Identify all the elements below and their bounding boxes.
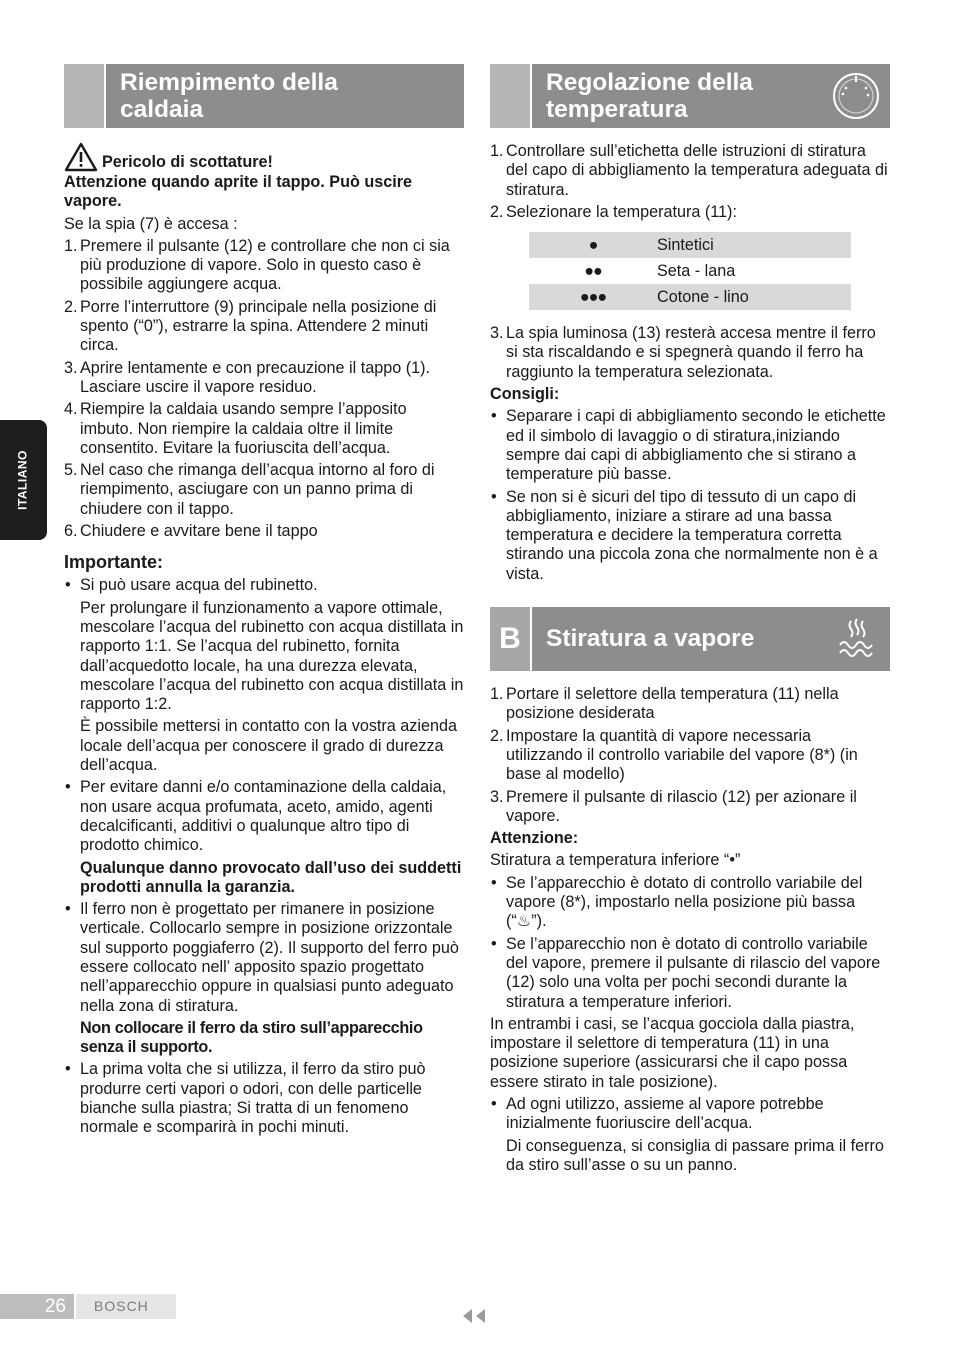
- paragraph: In entrambi i casi, se l’acqua gocciola dalla piastra, impostare il selettore di temperatura (11) in una posizione superiore (assicurarsi che il capo possa essere stirato in tale posizione).: [490, 1014, 855, 1091]
- table-row: ●●● Cotone - lino: [529, 284, 851, 310]
- list-item: • Ad ogni utilizzo, assieme al vapore potrebbe inizialmente fuoriuscire dell’acqua.: [491, 1094, 824, 1133]
- list-item: • Se l’apparecchio non è dotato di controllo variabile del vapore, premere il pulsante di rilascio del vapore (12) solo una volta per pochi secondi durante la stiratura a temperature inferiori.: [491, 934, 881, 1011]
- header-tab: [490, 64, 532, 128]
- warning-title: Pericolo di scottature!: [102, 152, 273, 171]
- brand-label: BOSCH: [76, 1294, 176, 1319]
- paragraph: Per prolungare il funzionamento a vapore ottimale, mescolare l’acqua del rubinetto con acqua distillata in rapporto 1:1. Se l’acqua del rubinetto, fornita dall’acquedotto locale, ha una durezza elevata, mescolare l’acqua del rubinetto con acqua distillata in rapporto 1:2.: [80, 598, 464, 714]
- list-item: • La prima volta che si utilizza, il ferro da stiro può produrre certi vapori o odori, con delle particelle bianche sulla piastra; Si tratta di un fenomeno normale e scomparirà in pochi minuti.: [65, 1060, 426, 1137]
- support-notice: Non collocare il ferro da stiro sull’apparecchio senza il supporto.: [80, 1018, 423, 1057]
- table-row: ● Sintetici: [529, 232, 851, 258]
- header-tab: [64, 64, 106, 128]
- steam-steps: [490, 685, 890, 826]
- warranty-notice: Qualunque danno provocato dall’uso dei suddetti prodotti annulla la garanzia.: [80, 858, 462, 896]
- table-row: ●● Seta - lana: [584, 261, 736, 280]
- steam-icon: [830, 613, 882, 665]
- section-header-filling: [64, 64, 464, 128]
- paragraph: Di conseguenza, si consiglia di passare prima il ferro da stiro sull’asse o su un panno.: [506, 1136, 884, 1174]
- list-item: 3. Aprire lentamente e con precauzione il tappo (1). Lasciare uscire il vapore residuo.: [64, 358, 431, 396]
- list-item: 3. La spia luminosa (13) resterà accesa mentre il ferro si sta riscaldando e si spegnerà quando il ferro ha raggiunto la temperatura selezionata.: [490, 324, 876, 381]
- section-header-temperature: [490, 64, 890, 128]
- list-item: • Se non si è sicuri del tipo di tessuto di un capo di abbigliamento, iniziare a stirare ad una bassa temperatura e decidere la temperatura corretta stirando una piccola zona che normalmente non è a vista.: [491, 487, 878, 583]
- warning-text: Attenzione quando aprite il tappo. Può uscire vapore.: [64, 173, 413, 211]
- list-item: 5. Nel caso che rimanga dell’acqua intorno al foro di riempimento, asciugare con un panno prima di chiudere con il tappo.: [64, 461, 435, 518]
- list-item: • Si può usare acqua del rubinetto.: [65, 576, 318, 595]
- page-number: 26: [0, 1294, 74, 1319]
- right-column: [490, 64, 890, 1178]
- tips-heading: Consigli:: [490, 385, 560, 404]
- language-label: ITALIANO: [15, 450, 30, 510]
- attention-line: Stiratura a temperatura inferiore “•”: [490, 851, 741, 870]
- list-item: • Il ferro non è progettato per rimanere in posizione verticale. Collocarlo sempre in posizione orizzontale sul supporto poggiaferro (2). Il supporto del ferro può essere collocato nell’ apposito spazio progettato nell’apparecchio oppure in qualsiasi punto adeguato nella zona di stiratura.: [65, 900, 459, 1015]
- attention-list-cont: [490, 1095, 890, 1134]
- section-title: Riempimento della caldaia: [120, 69, 338, 123]
- important-heading: Importante:: [64, 552, 163, 573]
- important-list-cont: [64, 1060, 464, 1137]
- language-side-tab: [0, 420, 47, 540]
- temperature-table: [529, 232, 851, 310]
- section-letter: B: [490, 607, 532, 671]
- list-item: • Se l’apparecchio è dotato di controllo variabile del vapore (8*), impostarlo nella posizione più bassa (“♨”).: [491, 873, 863, 931]
- list-item: 1. Portare il selettore della temperatura (11) nella posizione desiderata: [490, 685, 839, 723]
- important-list: [64, 576, 464, 595]
- section-header-steam: [490, 607, 890, 671]
- list-item: 2. Porre l’interruttore (9) principale nella posizione di spento (“0”), estrarre la spina. Attendere 2 minuti circa.: [64, 297, 437, 355]
- list-item: 6. Chiudere e avvitare bene il tappo: [64, 522, 318, 541]
- list-item: • Per evitare danni e/o contaminazione della caldaia, non usare acqua profumata, aceto, amido, agenti decalcificanti, additivi o qualunque altro tipo di prodotto chimico.: [65, 778, 447, 855]
- temperature-steps-cont: [490, 324, 890, 382]
- important-list-cont: [64, 900, 464, 1016]
- previous-page-icon[interactable]: [460, 1306, 490, 1326]
- left-column: [64, 64, 464, 1141]
- section-title: Regolazione della temperatura: [546, 69, 753, 123]
- list-item: 2. Selezionare la temperatura (11):: [490, 202, 737, 221]
- temperature-dial-icon: [830, 70, 882, 122]
- filling-steps: [64, 237, 464, 541]
- list-item: 4. Riempire la caldaia usando sempre l’apposito imbuto. Non riempire la caldaia oltre il limite consentito. Evitare la fuoriuscita dell’acqua.: [64, 400, 407, 457]
- important-list-cont: [64, 778, 464, 855]
- paragraph: È possibile mettersi in contatto con la vostra azienda locale dell’acqua per conoscere il grado di durezza dell’acqua.: [80, 717, 458, 775]
- section-title: Stiratura a vapore: [546, 625, 755, 653]
- tips-list: [490, 407, 890, 584]
- attention-heading: Attenzione:: [490, 829, 579, 848]
- temperature-steps: [490, 142, 890, 222]
- list-item: 3. Premere il pulsante di rilascio (12) per azionare il vapore.: [490, 787, 857, 825]
- intro-text: Se la spia (7) è accesa :: [64, 214, 238, 233]
- list-item: 1. Controllare sull’etichetta delle istruzioni di stiratura del capo di abbigliamento la temperatura adeguata di stiratura.: [490, 142, 888, 199]
- list-item: 1. Premere il pulsante (12) e controllare che non ci sia più produzione di vapore. Solo in questo caso è possibile aggiungere acqua.: [64, 236, 450, 294]
- attention-list: [490, 874, 890, 1012]
- warning-line: [64, 142, 464, 172]
- warning-icon: [64, 142, 98, 172]
- list-item: • Separare i capi di abbigliamento secondo le etichette ed il simbolo di lavaggio o di stiratura,iniziando sempre dai capi di abbigliamento che si stirano a temperature più basse.: [491, 407, 886, 484]
- list-item: 2. Impostare la quantità di vapore necessaria utilizzando il controllo variabile del vapore (8*) (in base al modello): [490, 726, 858, 784]
